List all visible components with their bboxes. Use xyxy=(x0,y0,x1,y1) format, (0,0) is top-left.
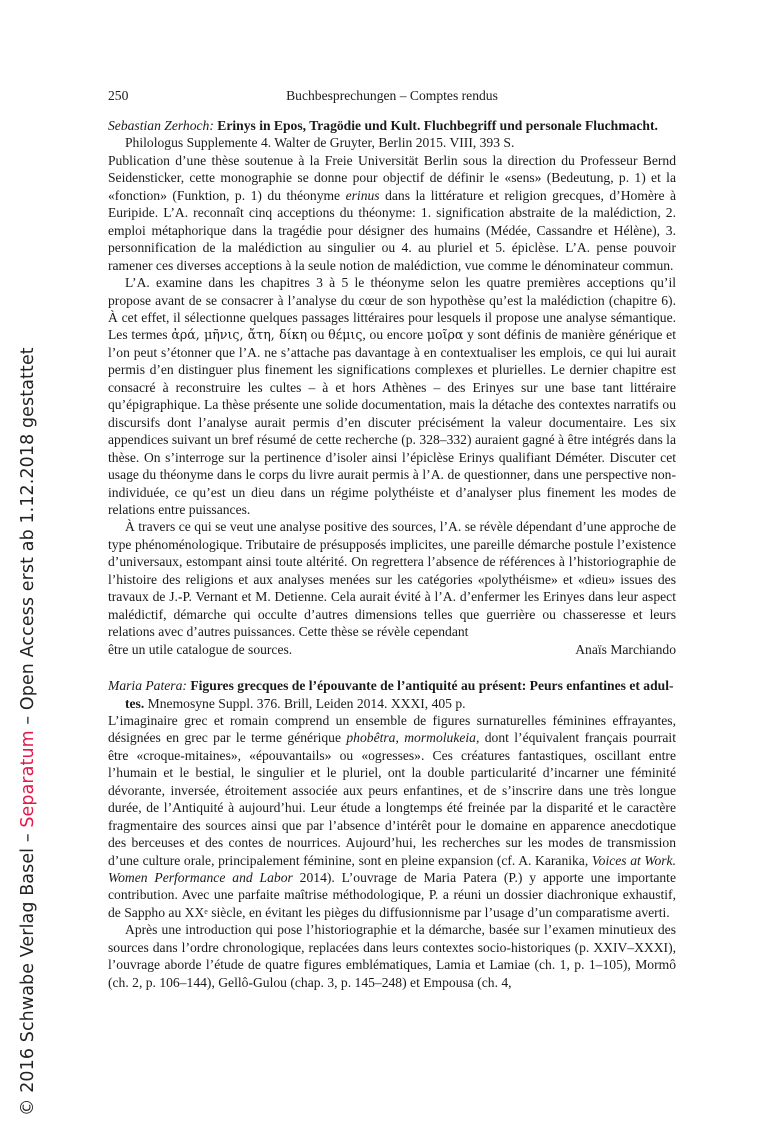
review-paragraph xyxy=(108,921,676,991)
page-content xyxy=(108,86,676,991)
book-details: Philologus Supplemente 4. Walter de Gruyter, Berlin 2015. VIII, 393 S. xyxy=(125,135,515,151)
copyright-watermark xyxy=(18,347,38,1116)
page-number: 250 xyxy=(108,88,129,103)
text-run: siècle, en évitant les pièges du diffusionnisme par l’usage d’un comparatisme averti. xyxy=(207,904,670,920)
watermark-prefix: © 2016 Schwabe Verlag Basel – xyxy=(18,827,38,1116)
running-head-title: Buchbesprechungen – Comptes rendus xyxy=(286,88,498,103)
review-patera xyxy=(108,677,676,991)
review-paragraph xyxy=(108,518,676,640)
watermark-suffix: – Open Access erst ab 1.12.2018 gestattet xyxy=(18,347,38,731)
greek-term: μοῖρα xyxy=(426,327,464,343)
text-run: ou xyxy=(307,327,329,343)
bibliographic-entry xyxy=(108,677,676,712)
text-run: Publication d’une thèse soutenue à la Freie Universität Berlin sous la direction du Professeur Bernd Seidensticker, cette monographie se donne pour objectif de définir le «sens» (Bedeutung, p. 1) et la «fonction» (Funktion, p. 1) du théonyme xyxy=(108,152,676,203)
text-run: dans la littérature et religion grecques, d’Homère à Euripide. L’A. reconnaît cinq acceptions du théonyme: 1. signification abstraite de la malédiction, 2. emploi métaphorique dans la tragédie pour désigner des humains (Médée, Cassandre et Hélène), 3. personnification de la malédiction au singulier ou 4. au pluriel et 5. épiclèse. L’A. pense pouvoir ramener ces diverses acceptions à la seule notion de malédiction, vue comme le dénominateur commun. xyxy=(108,187,677,273)
review-zerhoch xyxy=(108,117,676,658)
book-author: Sebastian Zerhoch: xyxy=(108,118,214,133)
signature-line xyxy=(108,641,676,658)
superscript: e xyxy=(204,906,208,916)
text-run: y sont définis de manière générique et l’on peut s’étonner que l’A. ne s’attache pas davantage à en contextualiser les emplois, ce qui lui aurait permis d’en distinguer plus finement les significations complexes et plurielles. Le dernier chapitre est consacré à reconstruire les cultes – à et hors Athènes – des Erinyes sur une base tant littéraire qu’épigraphique. La thèse présente une solide documentation, mais la détache des contextes narratifs ou discursifs dont l’analyse aurait permis d’en discuter précisément la valeur documentaire. Les six appendices suivant un bref résumé de cette recherche (p. 328–332) auraient gagné à être intégrés dans la thèse. On s’interroge sur la pertinence d’isoler ainsi l’épiclèse Erinys qualifiant Déméter. Discuter cet usage du théonyme dans le corps du livre aurait permis à l’A. de questionner, dans une perspective non-individuée, ce qu’est un dieu dans un régime polythéiste et d’analyser plus finement les modes de relations entre puissances. xyxy=(108,327,676,517)
book-details: Mnemosyne Suppl. 376. Brill, Leiden 2014. XXXI, 405 p. xyxy=(147,695,466,711)
review-paragraph xyxy=(108,712,676,921)
text-run: , dont l’équivalent français pourrait être «croque-mitaines», «épouvantails» ou «ogresses». Ces créatures fantastiques, oscillant entre l’humain et le bestial, le singulier et le pluriel, ont la double particularité d’incarner une féminité dévorante, inversée, étroitement associée aux peurs enfantines, et de s’inscrire dans une très longue durée, de l’Antiquité à aujourd’hui. Leur étude a longtemps été freinée par la disparité et le caractère fragmentaire des sources ainsi que par l’absence d’intérêt pour le domaine en apparence anecdotique des berceuses et des contes de nourrices. Aujourd’hui, les recherches sur les modes de transmission d’une culture orale, principalement féminine, sont en pleine expansion (cf. A. Karanika, xyxy=(108,730,676,868)
greek-terms: ἀρά, μῆνις, ἄτη, δίκη xyxy=(171,327,308,343)
review-paragraph xyxy=(108,274,676,518)
text-run: L’A. examine dans les chapitres 3 à 5 le théonyme selon les quatre premières acceptions qu’il propose avant de se consacrer à l’analyse du cœur de son hypothèse qu’est la malédiction (chapitre 6). À cet effet, il sélectionne quelques passages littéraires pour lesquels il propose une analyse sémantique. Les termes xyxy=(108,275,676,343)
emphasis-term: erinus xyxy=(345,187,380,203)
running-head xyxy=(108,86,676,106)
bibliographic-entry xyxy=(108,117,676,152)
text-run: , ou encore xyxy=(362,327,427,343)
review-paragraph xyxy=(108,152,676,274)
book-author: Maria Patera: xyxy=(108,678,187,694)
book-title: Erinys in Epos, Tragödie und Kult. Fluchbegriff und personale Fluchmacht. xyxy=(217,118,658,133)
watermark-separatum: Separatum xyxy=(18,730,38,828)
cited-work-title: Voices at Work. Women Performance and Labor xyxy=(108,852,676,886)
text-run: L’imaginaire grec et romain comprend un ensemble de figures surnaturelles féminines effrayantes, désignées en grec par le terme générique xyxy=(108,712,676,746)
text-run: être un utile catalogue de sources. xyxy=(108,641,293,657)
reviewer-name: Anaïs Marchiando xyxy=(575,641,676,657)
text-run: Après une introduction qui pose l’historiographie et la démarche, basée sur l’examen minutieux des sources dans l’ordre chronologique, replacées dans leurs contextes socio-historiques (p. XXIV–XXXI), l’ouvrage aborde l’étude de quatre figures emblématiques, Lamia et Lamiae (ch. 1, p. 1–105), Mormô (ch. 2, p. 106–144), Gellô-Gulou (chap. 3, p. 145–248) et Empousa (ch. 4, xyxy=(108,922,676,990)
text-run: 2014). L’ouvrage de Maria Patera (P.) y apporte une importante contribution. Avec une parfaite maîtrise méthodologique, P. a réuni un dossier diachronique exhaustif, de Sappho au XX xyxy=(108,870,676,920)
text-run: À travers ce qui se veut une analyse positive des sources, l’A. se révèle dépendant d’une approche de type phénoménologique. Tributaire de présupposés implicites, une pareille démarche postule l’existence d’universaux, estompant ainsi toute altérité. On regrettera l’absence de références à l’historiographie de l’histoire des religions et aux analyses menées sur les catégories «polythéisme» et «dieu» issues des travaux de J.-P. Vernant et M. Detienne. Cela aurait évité à l’A. d’enfermer les Erinyes dans leur aspect malédictif, démarche qui occulte d’autres dimensions telles que guerrière ou chasseresse et leurs relations avec d’autres puissances. Cette thèse se révèle cependant xyxy=(108,519,676,640)
greek-term: θέμις xyxy=(328,327,363,343)
emphasis-term: phobêtra, mormolukeia xyxy=(346,730,476,746)
book-title: Figures grecques de l’épouvante de l’antiquité au présent: Peurs enfantines et adultes. xyxy=(125,678,674,711)
